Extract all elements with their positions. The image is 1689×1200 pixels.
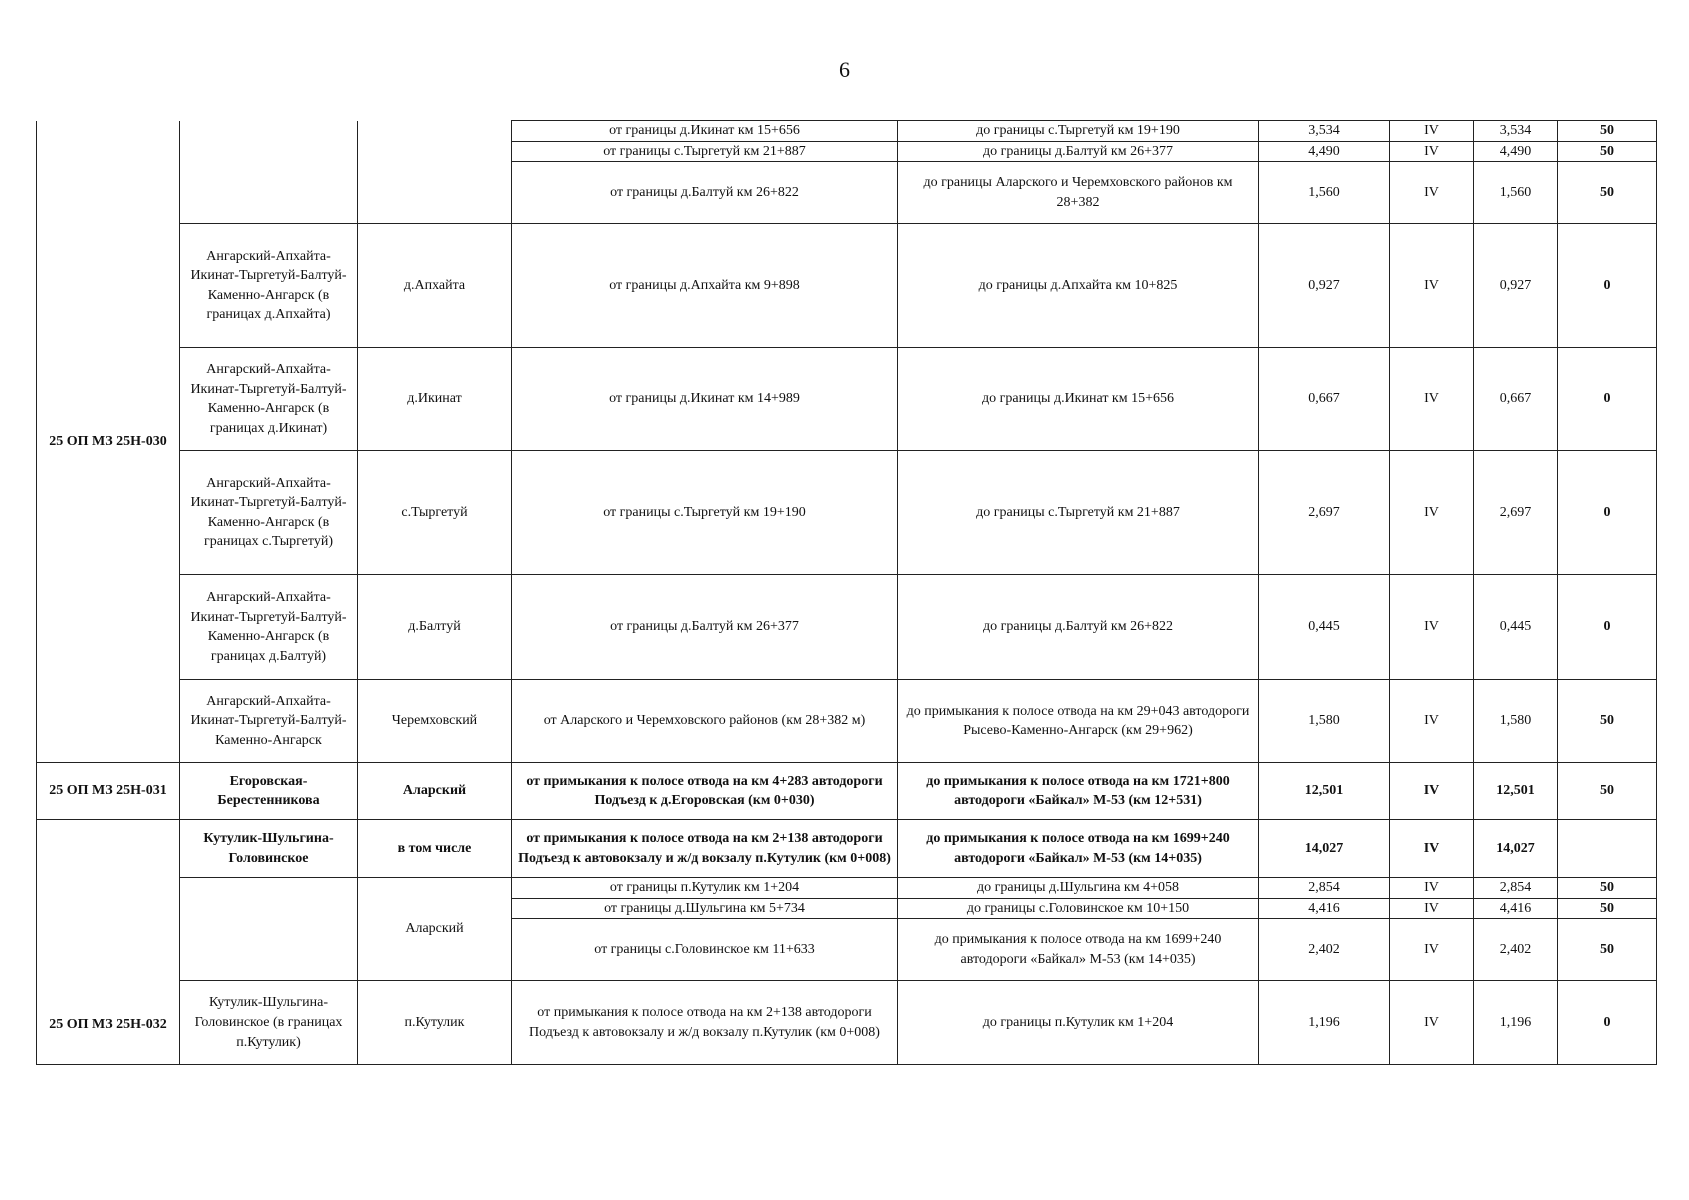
road-name-cell: Кутулик-Шульгина-Головинское (в границах п.Кутулик) [180, 981, 358, 1065]
from-cell: от границы д.Апхайта км 9+898 [512, 224, 898, 348]
category-cell: IV [1390, 919, 1474, 981]
length-cell: 1,560 [1259, 162, 1390, 224]
category-cell: IV [1390, 680, 1474, 763]
percent-cell: 50 [1558, 919, 1657, 981]
to-cell: до примыкания к полосе отвода на км 1721+800 автодороги «Байкал» М-53 (км 12+531) [898, 763, 1259, 820]
to-cell: до примыкания к полосе отвода на км 1699+240 автодороги «Байкал» М-53 (км 14+035) [898, 919, 1259, 981]
category-cell: IV [1390, 898, 1474, 919]
category-cell: IV [1390, 348, 1474, 451]
road-name-cell: Егоровская-Берестенникова [180, 763, 358, 820]
category-cell: IV [1390, 981, 1474, 1065]
length-cell-2: 1,580 [1474, 680, 1558, 763]
from-cell: от границы с.Головинское км 11+633 [512, 919, 898, 981]
area-cell: д.Апхайта [358, 224, 512, 348]
length-cell: 12,501 [1259, 763, 1390, 820]
to-cell: до границы д.Апхайта км 10+825 [898, 224, 1259, 348]
table-row [37, 680, 1657, 763]
from-cell: от границы д.Шульгина км 5+734 [512, 898, 898, 919]
area-cell: д.Икинат [358, 348, 512, 451]
length-cell-2: 2,697 [1474, 451, 1558, 575]
length-cell-2: 1,196 [1474, 981, 1558, 1065]
category-cell: IV [1390, 575, 1474, 680]
area-cell [358, 121, 512, 224]
length-cell: 2,402 [1259, 919, 1390, 981]
length-cell: 1,580 [1259, 680, 1390, 763]
from-cell: от границы д.Икинат км 14+989 [512, 348, 898, 451]
category-cell: IV [1390, 878, 1474, 899]
length-cell-2: 3,534 [1474, 121, 1558, 142]
area-cell: Черемховский [358, 680, 512, 763]
category-cell: IV [1390, 141, 1474, 162]
from-cell: от границы с.Тыргетуй км 19+190 [512, 451, 898, 575]
roads-table [36, 120, 1657, 1065]
percent-cell: 0 [1558, 981, 1657, 1065]
from-cell: от примыкания к полосе отвода на км 2+138 автодороги Подъезд к автовокзалу и ж/д вокзалу п.Кутулик (км 0+008) [512, 820, 898, 878]
to-cell: до границы с.Головинское км 10+150 [898, 898, 1259, 919]
length-cell-2: 1,560 [1474, 162, 1558, 224]
percent-cell: 50 [1558, 162, 1657, 224]
to-cell: до границы с.Тыргетуй км 21+887 [898, 451, 1259, 575]
length-cell-2: 0,667 [1474, 348, 1558, 451]
area-cell: с.Тыргетуй [358, 451, 512, 575]
table-row [37, 981, 1657, 1065]
category-cell: IV [1390, 451, 1474, 575]
length-cell: 4,490 [1259, 141, 1390, 162]
length-cell: 2,697 [1259, 451, 1390, 575]
to-cell: до границы д.Шульгина км 4+058 [898, 878, 1259, 899]
category-cell: IV [1390, 763, 1474, 820]
length-cell: 3,534 [1259, 121, 1390, 142]
length-cell: 0,927 [1259, 224, 1390, 348]
percent-cell: 50 [1558, 898, 1657, 919]
percent-cell: 50 [1558, 763, 1657, 820]
road-name-cell: Ангарский-Апхайта-Икинат-Тыргетуй-Балтуй-Каменно-Ангарск [180, 680, 358, 763]
length-cell-2: 14,027 [1474, 820, 1558, 878]
area-cell: п.Кутулик [358, 981, 512, 1065]
road-code-cell: 25 ОП МЗ 25Н-031 [37, 763, 180, 820]
area-cell: в том числе [358, 820, 512, 878]
road-name-cell: Ангарский-Апхайта-Икинат-Тыргетуй-Балтуй-Каменно-Ангарск (в границах д.Балтуй) [180, 575, 358, 680]
percent-cell [1558, 820, 1657, 878]
from-cell: от границы д.Балтуй км 26+377 [512, 575, 898, 680]
percent-cell: 50 [1558, 878, 1657, 899]
to-cell: до границы Аларского и Черемховского районов км 28+382 [898, 162, 1259, 224]
table-row [37, 878, 1657, 899]
road-name-cell: Ангарский-Апхайта-Икинат-Тыргетуй-Балтуй-Каменно-Ангарск (в границах д.Апхайта) [180, 224, 358, 348]
to-cell: до границы д.Икинат км 15+656 [898, 348, 1259, 451]
table-row [37, 575, 1657, 680]
table-row [37, 820, 1657, 878]
length-cell: 0,445 [1259, 575, 1390, 680]
length-cell-2: 0,445 [1474, 575, 1558, 680]
percent-cell: 0 [1558, 224, 1657, 348]
length-cell: 1,196 [1259, 981, 1390, 1065]
to-cell: до границы д.Балтуй км 26+822 [898, 575, 1259, 680]
to-cell: до границы п.Кутулик км 1+204 [898, 981, 1259, 1065]
length-cell-2: 2,854 [1474, 878, 1558, 899]
category-cell: IV [1390, 224, 1474, 348]
length-cell-2: 0,927 [1474, 224, 1558, 348]
road-name-cell [180, 121, 358, 224]
table-row [37, 763, 1657, 820]
percent-cell: 0 [1558, 451, 1657, 575]
from-cell: от примыкания к полосе отвода на км 2+138 автодороги Подъезд к автовокзалу и ж/д вокзалу п.Кутулик (км 0+008) [512, 981, 898, 1065]
length-cell-2: 4,416 [1474, 898, 1558, 919]
to-cell: до примыкания к полосе отвода на км 29+043 автодороги Рысево-Каменно-Ангарск (км 29+962) [898, 680, 1259, 763]
percent-cell: 0 [1558, 348, 1657, 451]
percent-cell: 0 [1558, 575, 1657, 680]
table-row [37, 451, 1657, 575]
to-cell: до границы д.Балтуй км 26+377 [898, 141, 1259, 162]
road-code-cell: 25 ОП МЗ 25Н-032 [37, 820, 180, 1065]
from-cell: от Аларского и Черемховского районов (км 28+382 м) [512, 680, 898, 763]
length-cell: 14,027 [1259, 820, 1390, 878]
percent-cell: 50 [1558, 141, 1657, 162]
road-code-cell: 25 ОП МЗ 25Н-030 [37, 121, 180, 763]
table-row [37, 224, 1657, 348]
length-cell: 4,416 [1259, 898, 1390, 919]
to-cell: до примыкания к полосе отвода на км 1699+240 автодороги «Байкал» М-53 (км 14+035) [898, 820, 1259, 878]
from-cell: от границы д.Балтуй км 26+822 [512, 162, 898, 224]
percent-cell: 50 [1558, 680, 1657, 763]
road-name-cell: Ангарский-Апхайта-Икинат-Тыргетуй-Балтуй-Каменно-Ангарск (в границах д.Икинат) [180, 348, 358, 451]
length-cell-2: 4,490 [1474, 141, 1558, 162]
from-cell: от примыкания к полосе отвода на км 4+283 автодороги Подъезд к д.Егоровская (км 0+030) [512, 763, 898, 820]
table-row [37, 348, 1657, 451]
percent-cell: 50 [1558, 121, 1657, 142]
road-name-cell: Ангарский-Апхайта-Икинат-Тыргетуй-Балтуй-Каменно-Ангарск (в границах с.Тыргетуй) [180, 451, 358, 575]
from-cell: от границы д.Икинат км 15+656 [512, 121, 898, 142]
road-name-cell: Кутулик-Шульгина-Головинское [180, 820, 358, 878]
category-cell: IV [1390, 121, 1474, 142]
area-cell: Аларский [358, 878, 512, 981]
to-cell: до границы с.Тыргетуй км 19+190 [898, 121, 1259, 142]
from-cell: от границы с.Тыргетуй км 21+887 [512, 141, 898, 162]
length-cell: 0,667 [1259, 348, 1390, 451]
area-cell: д.Балтуй [358, 575, 512, 680]
length-cell-2: 2,402 [1474, 919, 1558, 981]
page-number: 6 [839, 57, 850, 82]
category-cell: IV [1390, 162, 1474, 224]
area-cell: Аларский [358, 763, 512, 820]
from-cell: от границы п.Кутулик км 1+204 [512, 878, 898, 899]
length-cell: 2,854 [1259, 878, 1390, 899]
table-row [37, 121, 1657, 142]
length-cell-2: 12,501 [1474, 763, 1558, 820]
road-name-cell [180, 878, 358, 981]
category-cell: IV [1390, 820, 1474, 878]
